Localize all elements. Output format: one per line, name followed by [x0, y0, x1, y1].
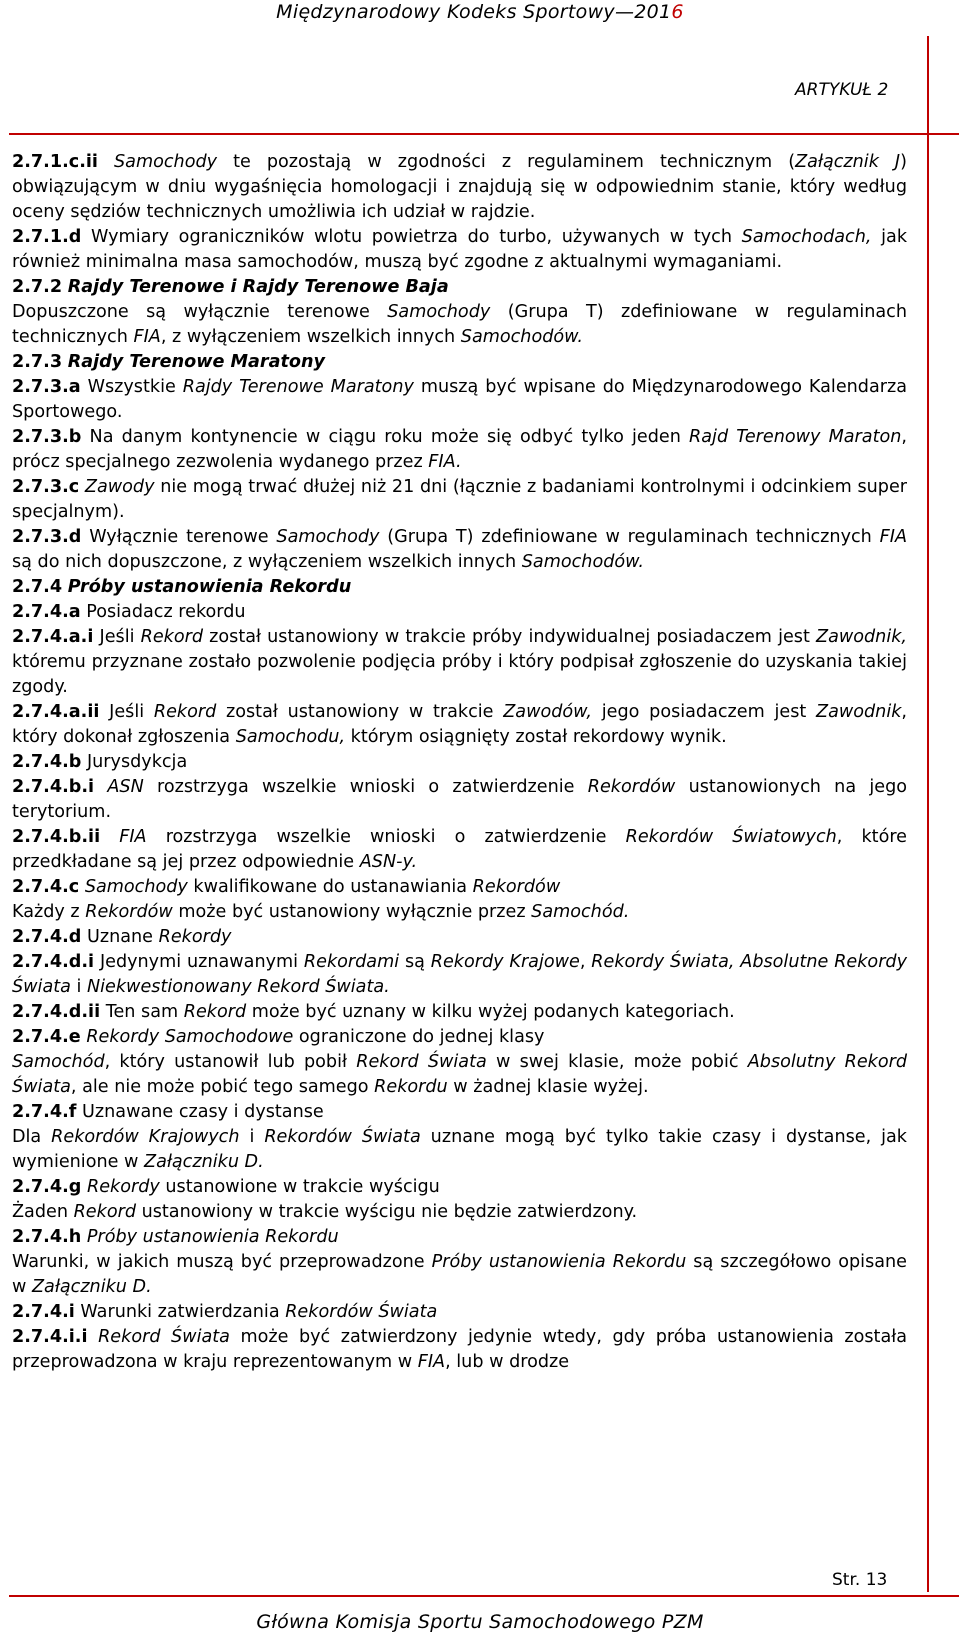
- body-text: (Grupa T) zdefiniowane w regulaminach technicznych: [379, 527, 880, 547]
- emphasis-text: Rekord Świata: [356, 1052, 487, 1072]
- paragraph: [12, 225, 907, 275]
- paragraph: [12, 475, 907, 525]
- article-label: ARTYKUŁ 2: [795, 80, 889, 100]
- body-text: rozstrzyga wszelkie wnioski o zatwierdzenie: [143, 777, 588, 797]
- emphasis-text: Samochód: [12, 1052, 105, 1072]
- body-text: i: [239, 1127, 265, 1147]
- section-number: 2.7.3.a: [12, 377, 81, 397]
- emphasis-text: Samochodów.: [521, 552, 644, 572]
- body-text: kwalifikowane do ustanawiania: [187, 877, 473, 897]
- emphasis-text: Próby ustanowienia Rekordu: [431, 1252, 687, 1272]
- body-text: może być uznany w kilku wyżej podanych kategoriach.: [246, 1002, 735, 1022]
- emphasis-text: Samochód.: [531, 902, 630, 922]
- body-text: są do nich dopuszczone, z wyłączeniem wszelkich innych: [12, 552, 522, 572]
- paragraph: [12, 625, 907, 700]
- section-number: 2.7.1.d: [12, 227, 82, 247]
- body-text: ) obwiązującym w dniu wygaśnięcia homologacji i znajdują się w odpowiednim stanie, który według oceny sędziów technicznych umożliwia ich udział w rajdzie.: [12, 152, 907, 222]
- body-text: rozstrzyga wszelkie wnioski o zatwierdzenie: [146, 827, 626, 847]
- paragraph: [12, 775, 907, 825]
- body-text: został ustanowiony w trakcie: [216, 702, 504, 722]
- section-number: 2.7.4.c: [12, 877, 80, 897]
- body-text: Warunki zatwierdzania: [74, 1302, 286, 1322]
- emphasis-text: Zawodów,: [503, 702, 593, 722]
- paragraph: [12, 925, 907, 950]
- emphasis-text: Rekordami: [303, 952, 400, 972]
- paragraph: [12, 1100, 907, 1125]
- emphasis-text: Samochodu,: [235, 727, 346, 747]
- emphasis-text: Załączniku D.: [31, 1277, 152, 1297]
- emphasis-text: Rekordów Krajowych: [51, 1127, 240, 1147]
- emphasis-text: Próby ustanowienia Rekordu: [67, 577, 352, 597]
- paragraph: [12, 1200, 907, 1225]
- paragraph: [12, 950, 907, 1000]
- emphasis-text: Samochodów.: [460, 327, 584, 347]
- emphasis-text: Próby ustanowienia Rekordu: [86, 1227, 339, 1247]
- emphasis-text: Rekordy Świata, Absolutne Rekordy Świata: [12, 952, 908, 997]
- body-text: może być zatwierdzony jedynie wtedy, gdy próba ustanowienia została przeprowadzona w kraju reprezentowanym w: [12, 1327, 908, 1372]
- emphasis-text: Rajdy Terenowe Maratony: [182, 377, 414, 397]
- body-text: muszą być wpisane do Międzynarodowego Kalendarza Sportowego.: [12, 377, 907, 422]
- emphasis-text: Rekord Świata: [98, 1327, 230, 1347]
- body-text: jego posiadaczem jest: [592, 702, 817, 722]
- section-number: 2.7.4.a.i: [12, 627, 94, 647]
- section-number: 2.7.2: [12, 277, 63, 297]
- emphasis-text: Rekord: [153, 702, 217, 722]
- emphasis-text: Załącznik J: [795, 152, 901, 172]
- section-number: 2.7.4.d.ii: [12, 1002, 101, 1022]
- body-text: , który ustanowił lub pobił: [104, 1052, 357, 1072]
- footer-rule: [9, 1595, 959, 1597]
- section-number: 2.7.4.b.ii: [12, 827, 101, 847]
- emphasis-text: Rekordy Samochodowe: [86, 1027, 294, 1047]
- paragraph: [12, 750, 907, 775]
- section-number: 2.7.4.a.ii: [12, 702, 100, 722]
- body-text: Dopuszczone są wyłącznie terenowe: [12, 302, 388, 322]
- paragraph: [12, 875, 907, 900]
- paragraph: [12, 1050, 907, 1100]
- paragraph: [12, 1325, 907, 1375]
- emphasis-text: Samochody: [276, 527, 380, 547]
- emphasis-text: Samochody: [387, 302, 491, 322]
- emphasis-text: Rekordy: [158, 927, 232, 947]
- body-text: są szczegółowo opisane w: [12, 1252, 907, 1297]
- body-text: ustanowiony w trakcie wyścigu nie będzie zatwierdzony.: [135, 1202, 638, 1222]
- body-text: uznane mogą być tylko takie czasy i dystanse, jak wymienione w: [12, 1127, 907, 1172]
- emphasis-text: FIA: [417, 1352, 446, 1372]
- emphasis-text: Rekord: [140, 627, 204, 647]
- paragraph: [12, 1000, 907, 1025]
- emphasis-text: Rekordów: [587, 777, 676, 797]
- header-rule: [9, 133, 959, 135]
- emphasis-text: Zawodnik,: [816, 627, 907, 647]
- body-text: Jurysdykcja: [81, 752, 188, 772]
- paragraph: [12, 1300, 907, 1325]
- paragraph: [12, 900, 907, 925]
- header-year-digit: 6: [671, 1, 684, 23]
- paragraph: [12, 300, 907, 350]
- section-number: 2.7.3: [12, 352, 63, 372]
- emphasis-text: Samochodach,: [741, 227, 872, 247]
- emphasis-text: FIA: [119, 827, 147, 847]
- emphasis-text: Rekord: [183, 1002, 247, 1022]
- section-number: 2.7.4.a: [12, 602, 81, 622]
- section-number: 2.7.3.b: [12, 427, 82, 447]
- body-text: Jeśli: [93, 627, 141, 647]
- body-text: może być ustanowiony wyłącznie przez: [172, 902, 532, 922]
- paragraph: [12, 575, 907, 600]
- emphasis-text: Rekord: [73, 1202, 136, 1222]
- footer-org: Główna Komisja Sportu Samochodowego PZM: [256, 1611, 704, 1633]
- body-text: Jeśli: [99, 702, 154, 722]
- emphasis-text: Rekordów Świata: [264, 1127, 421, 1147]
- body-text: w swej klasie, może pobić: [486, 1052, 748, 1072]
- emphasis-text: FIA: [879, 527, 907, 547]
- emphasis-text: Absolutny Rekord Świata: [12, 1052, 907, 1097]
- paragraph: [12, 1025, 907, 1050]
- body-text: Każdy z: [12, 902, 86, 922]
- body-text: te pozostają w zgodności z regulaminem technicznym (: [217, 152, 796, 172]
- section-number: 2.7.4.i.i: [12, 1327, 88, 1347]
- body-text: , prócz specjalnego zezwolenia wydanego przez: [12, 427, 907, 472]
- body-text: [100, 827, 119, 847]
- body-text: jak również minimalna masa samochodów, muszą być zgodne z aktualnymi wymaganiami.: [12, 227, 908, 272]
- body-text: , lub w drodze: [445, 1352, 570, 1372]
- vertical-rule: [927, 36, 929, 1592]
- section-number: 2.7.4.d: [12, 927, 82, 947]
- paragraph: [12, 350, 907, 375]
- section-number: 2.7.4: [12, 577, 63, 597]
- body-text: ustanowionych na jego terytorium.: [12, 777, 908, 822]
- body-text: Ten sam: [100, 1002, 184, 1022]
- paragraph: [12, 1225, 907, 1250]
- body-text: Wymiary ograniczników wlotu powietrza do turbo, używanych w tych: [81, 227, 742, 247]
- body-text: Wyłącznie terenowe: [81, 527, 277, 547]
- running-header: [0, 0, 960, 24]
- section-number: 2.7.4.f: [12, 1102, 77, 1122]
- body-text: Dla: [12, 1127, 52, 1147]
- emphasis-text: Załączniku D.: [144, 1152, 264, 1172]
- section-number: 2.7.3.c: [12, 477, 80, 497]
- body-text: Jedynymi uznawanymi: [94, 952, 304, 972]
- body-text: i: [70, 977, 87, 997]
- emphasis-text: Rajd Terenowy Maraton: [689, 427, 902, 447]
- body-text: Posiadacz rekordu: [80, 602, 246, 622]
- section-number: 2.7.4.e: [12, 1027, 81, 1047]
- emphasis-text: FIA.: [428, 452, 462, 472]
- emphasis-text: Niekwestionowany Rekord Świata.: [87, 977, 390, 997]
- emphasis-text: Rekordów: [85, 902, 173, 922]
- body-text: którym osiągnięty został rekordowy wynik.: [345, 727, 727, 747]
- emphasis-text: Samochody: [84, 877, 188, 897]
- body-text: Wszystkie: [80, 377, 183, 397]
- body-text: ,: [579, 952, 592, 972]
- body-text: nie mogą trwać dłużej niż 21 dni (łącznie z badaniami kontrolnymi i odcinkiem super specjalnym).: [12, 477, 908, 522]
- paragraph: [12, 275, 907, 300]
- body-text: [88, 1327, 99, 1347]
- body-text: Uznawane czasy i dystanse: [76, 1102, 324, 1122]
- section-number: 2.7.1.c.ii: [12, 152, 98, 172]
- section-number: 2.7.4.b.i: [12, 777, 95, 797]
- body-text: , które przedkładane są jej przez odpowiednie: [12, 827, 907, 872]
- body-text: są: [399, 952, 431, 972]
- emphasis-text: Rekordy Krajowe: [430, 952, 580, 972]
- body-text: [98, 152, 114, 172]
- paragraph: [12, 825, 907, 875]
- body-text: Warunki, w jakich muszą być przeprowadzone: [12, 1252, 432, 1272]
- body-text: (Grupa T) zdefiniowane w regulaminach technicznych: [12, 302, 907, 347]
- body-text: , z wyłączeniem wszelkich innych: [160, 327, 461, 347]
- body-text: ograniczone do jednej klasy: [293, 1027, 545, 1047]
- body-text: Uznane: [81, 927, 159, 947]
- emphasis-text: Rekordu: [374, 1077, 448, 1097]
- emphasis-text: Zawody: [84, 477, 155, 497]
- section-number: 2.7.4.b: [12, 752, 82, 772]
- section-number: 2.7.4.d.i: [12, 952, 95, 972]
- emphasis-text: Rekordy: [86, 1177, 160, 1197]
- body-text: Żaden: [12, 1202, 74, 1222]
- page-number: Str. 13: [832, 1570, 888, 1590]
- body-text: ustanowione w trakcie wyścigu: [159, 1177, 440, 1197]
- paragraph: [12, 150, 907, 225]
- paragraph: [12, 700, 907, 750]
- body-text: , ale nie może pobić tego samego: [70, 1077, 375, 1097]
- emphasis-text: Rekordów: [472, 877, 561, 897]
- section-number: 2.7.4.g: [12, 1177, 82, 1197]
- emphasis-text: Rekordów Świata: [285, 1302, 438, 1322]
- emphasis-text: ASN-y.: [359, 852, 418, 872]
- paragraph: [12, 600, 907, 625]
- emphasis-text: Zawodnik: [816, 702, 902, 722]
- emphasis-text: ASN: [107, 777, 144, 797]
- body-text: [94, 777, 107, 797]
- section-number: 2.7.4.i: [12, 1302, 75, 1322]
- body-text: w żadnej klasie wyżej.: [447, 1077, 649, 1097]
- document-body: [12, 150, 907, 1375]
- paragraph: [12, 1250, 907, 1300]
- emphasis-text: FIA: [133, 327, 161, 347]
- body-text: , który dokonał zgłoszenia: [12, 702, 907, 747]
- emphasis-text: Samochody: [114, 152, 218, 172]
- paragraph: [12, 525, 907, 575]
- paragraph: [12, 1175, 907, 1200]
- body-text: został ustanowiony w trakcie próby indywidualnej posiadaczem jest: [203, 627, 817, 647]
- body-text: któremu przyznane zostało pozwolenie podjęcia próby i który podpisał zgłoszenie do uzyskania takiej zgody.: [12, 652, 907, 697]
- section-number: 2.7.4.h: [12, 1227, 82, 1247]
- section-number: 2.7.3.d: [12, 527, 82, 547]
- paragraph: [12, 425, 907, 475]
- emphasis-text: Rekordów Światowych: [625, 827, 837, 847]
- body-text: Na danym kontynencie w ciągu roku może się odbyć tylko jeden: [81, 427, 690, 447]
- header-title: Międzynarodowy Kodeks Sportowy—201: [276, 1, 672, 23]
- emphasis-text: Rajdy Terenowe Maratony: [67, 352, 325, 372]
- paragraph: [12, 1125, 907, 1175]
- paragraph: [12, 375, 907, 425]
- emphasis-text: Rajdy Terenowe i Rajdy Terenowe Baja: [67, 277, 449, 297]
